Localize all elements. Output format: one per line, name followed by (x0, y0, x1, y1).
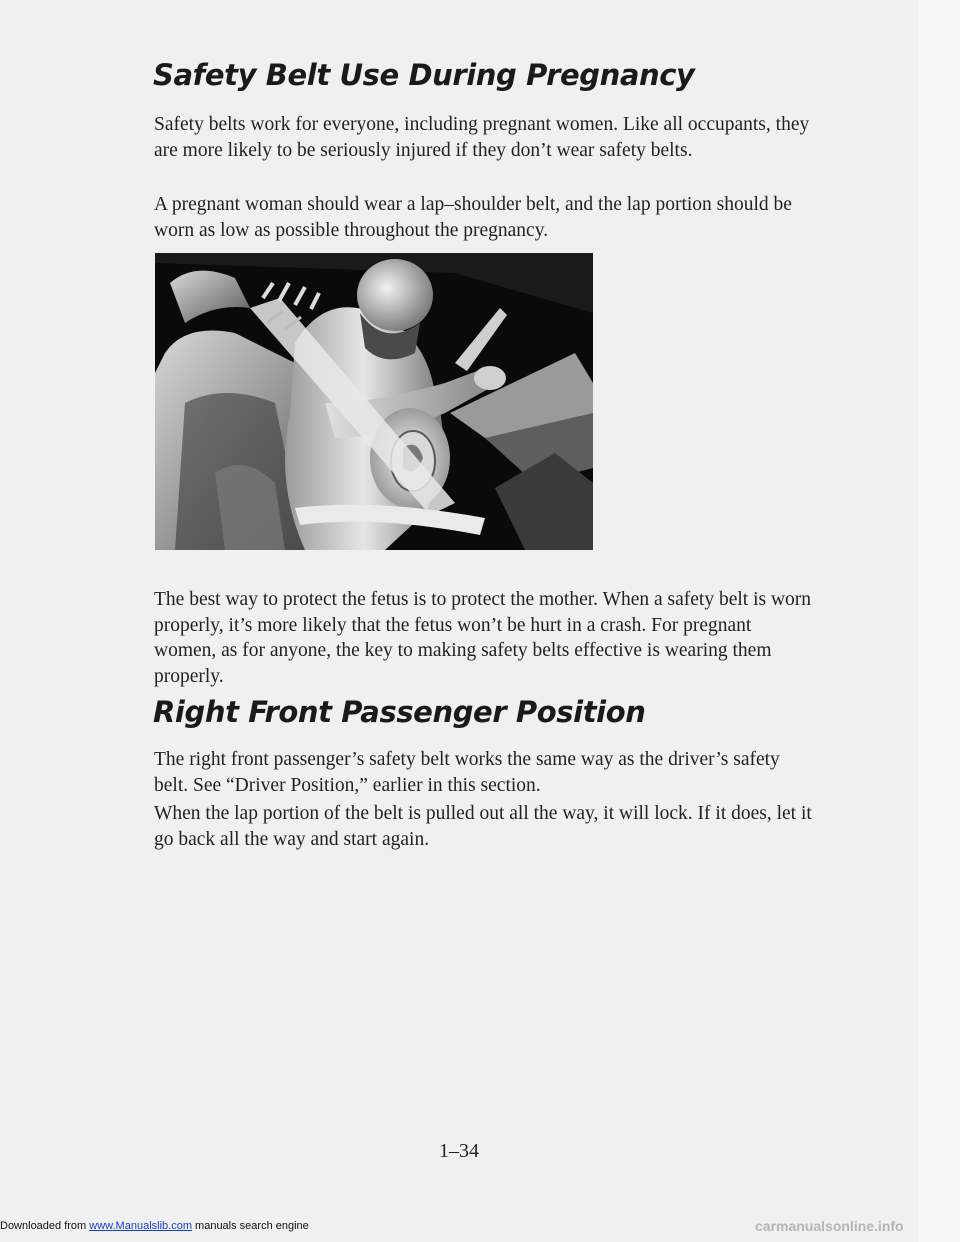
download-footer (0, 1220, 309, 1232)
paragraph-lap-shoulder: A pregnant woman should wear a lap–shoulder belt, and the lap portion should be worn as low as possible throughout the pregnancy. (154, 194, 792, 241)
paragraph-belts-work: Safety belts work for everyone, including pregnant women. Like all occupants, they are more likely to be seriously injured if they don’t wear safety belts. (154, 114, 810, 161)
page-margin (918, 0, 960, 1242)
page-number: 1–34 (439, 1140, 479, 1162)
section-heading-pregnancy: Safety Belt Use During Pregnancy (153, 58, 695, 92)
pregnant-woman-seatbelt-illustration (155, 253, 593, 550)
manualslib-link[interactable]: www.Manualslib.com (89, 1220, 192, 1232)
footer-prefix: Downloaded from (0, 1220, 90, 1232)
paragraph-protect-fetus: The best way to protect the fetus is to protect the mother. When a safety belt is worn properly, it’s more likely that the fetus won’t be hurt in a crash. For pregnant women, as for anyone, the key to making safety belts effective is wearing them properly. (154, 589, 812, 687)
section-heading-right-front-passenger: Right Front Passenger Position (153, 695, 646, 729)
watermark: carmanualsonline.info (755, 1218, 904, 1234)
paragraph-passenger-belt: The right front passenger’s safety belt works the same way as the driver’s safety belt. See “Driver Position,” earlier in this section. (154, 749, 780, 796)
footer-suffix: manuals search engine (191, 1220, 309, 1232)
paragraph-lap-lock: When the lap portion of the belt is pulled out all the way, it will lock. If it does, let it go back all the way and start again. (154, 803, 812, 850)
